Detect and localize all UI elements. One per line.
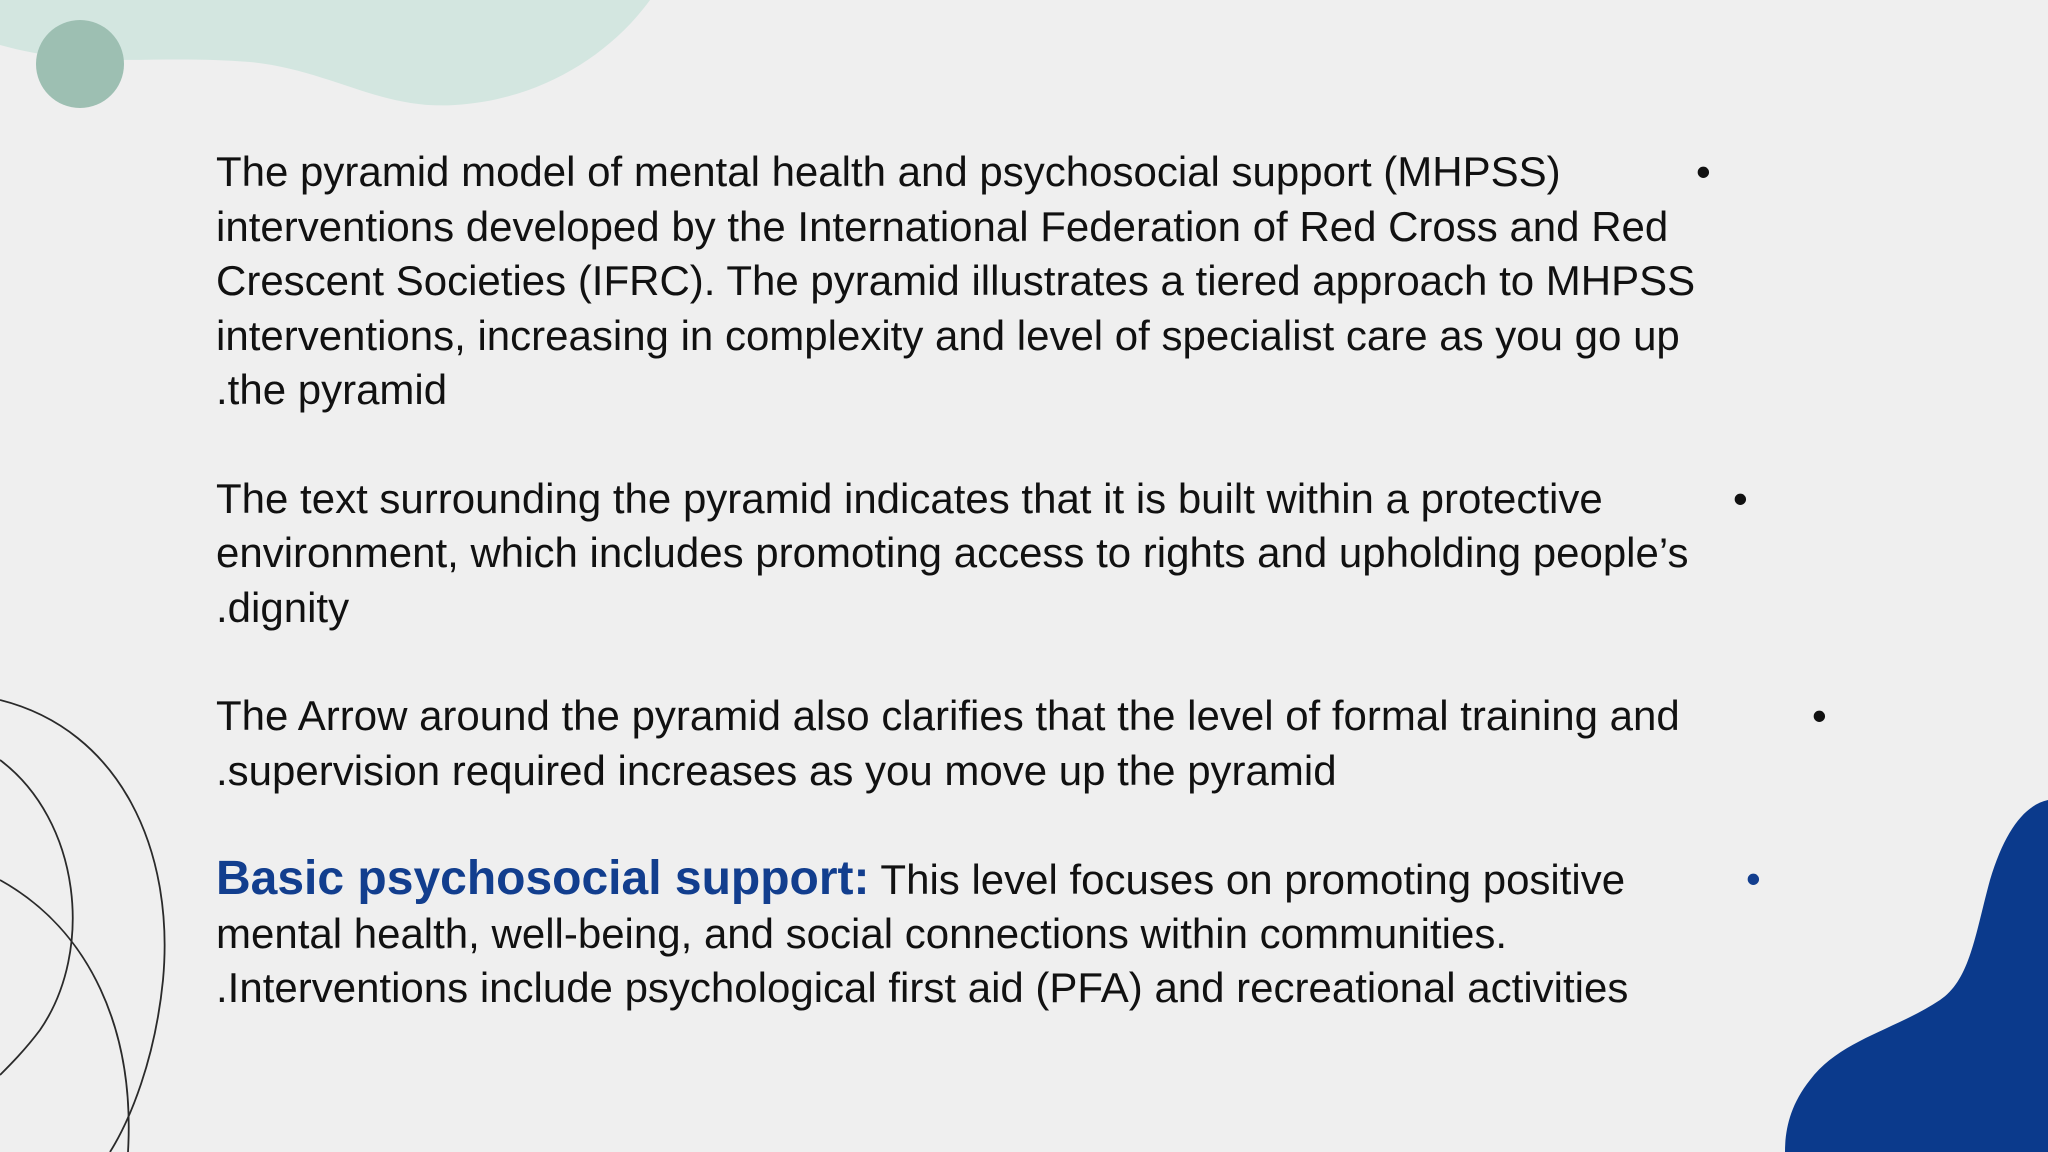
paragraph-line: interventions developed by the International Federation of Red Cross and Red bbox=[216, 202, 1669, 250]
paragraph-line: Crescent Societies (IFRC). The pyramid illustrates a tiered approach to MHPSS bbox=[216, 257, 1696, 304]
bullet-paragraph-protective-environment bbox=[216, 472, 1841, 636]
arc-line-outer bbox=[0, 700, 165, 1152]
bullet-paragraph-pyramid-model bbox=[216, 145, 1841, 418]
bullet-paragraph-basic-support bbox=[216, 852, 1841, 1016]
sage-dot-shape bbox=[36, 20, 124, 108]
mint-blob-shape bbox=[0, 0, 650, 105]
line-text: The pyramid model of mental health and psychosocial support (MHPSS) bbox=[216, 148, 1561, 195]
bullet-marker: • bbox=[1733, 474, 1748, 522]
arc-line-middle bbox=[0, 760, 73, 1075]
bullet-paragraph-arrow-training bbox=[216, 689, 1841, 798]
paragraph-line: mental health, well-being, and social connections within communities. bbox=[216, 909, 1508, 957]
bullet-marker: • bbox=[1746, 855, 1761, 902]
paragraph-line: interventions, increasing in complexity and level of specialist care as you go up bbox=[216, 311, 1680, 359]
paragraph-line: .dignity bbox=[216, 583, 350, 631]
line-text: This level focuses on promoting positive bbox=[869, 856, 1626, 903]
line-text: The Arrow around the pyramid also clarifies that the level of formal training and bbox=[216, 692, 1680, 739]
paragraph-line bbox=[216, 145, 1841, 200]
bullet-marker: • bbox=[1696, 148, 1711, 195]
section-heading: Basic psychosocial support: bbox=[216, 852, 870, 905]
bullet-list bbox=[216, 145, 1841, 1016]
paragraph-line bbox=[216, 472, 1841, 527]
bullet-marker: • bbox=[1812, 692, 1827, 739]
paragraph-line: environment, which includes promoting access to rights and upholding people’s bbox=[216, 529, 1689, 576]
paragraph-line: .the pyramid bbox=[216, 366, 448, 413]
paragraph-line: .Interventions include psychological first aid (PFA) and recreational activities bbox=[216, 964, 1629, 1011]
arc-line-inner bbox=[0, 880, 129, 1152]
paragraph-line bbox=[216, 689, 1841, 744]
paragraph-line: .supervision required increases as you move up the pyramid bbox=[216, 746, 1337, 794]
paragraph-line bbox=[216, 852, 1841, 907]
line-text: The text surrounding the pyramid indicates that it is built within a protective bbox=[216, 474, 1603, 522]
